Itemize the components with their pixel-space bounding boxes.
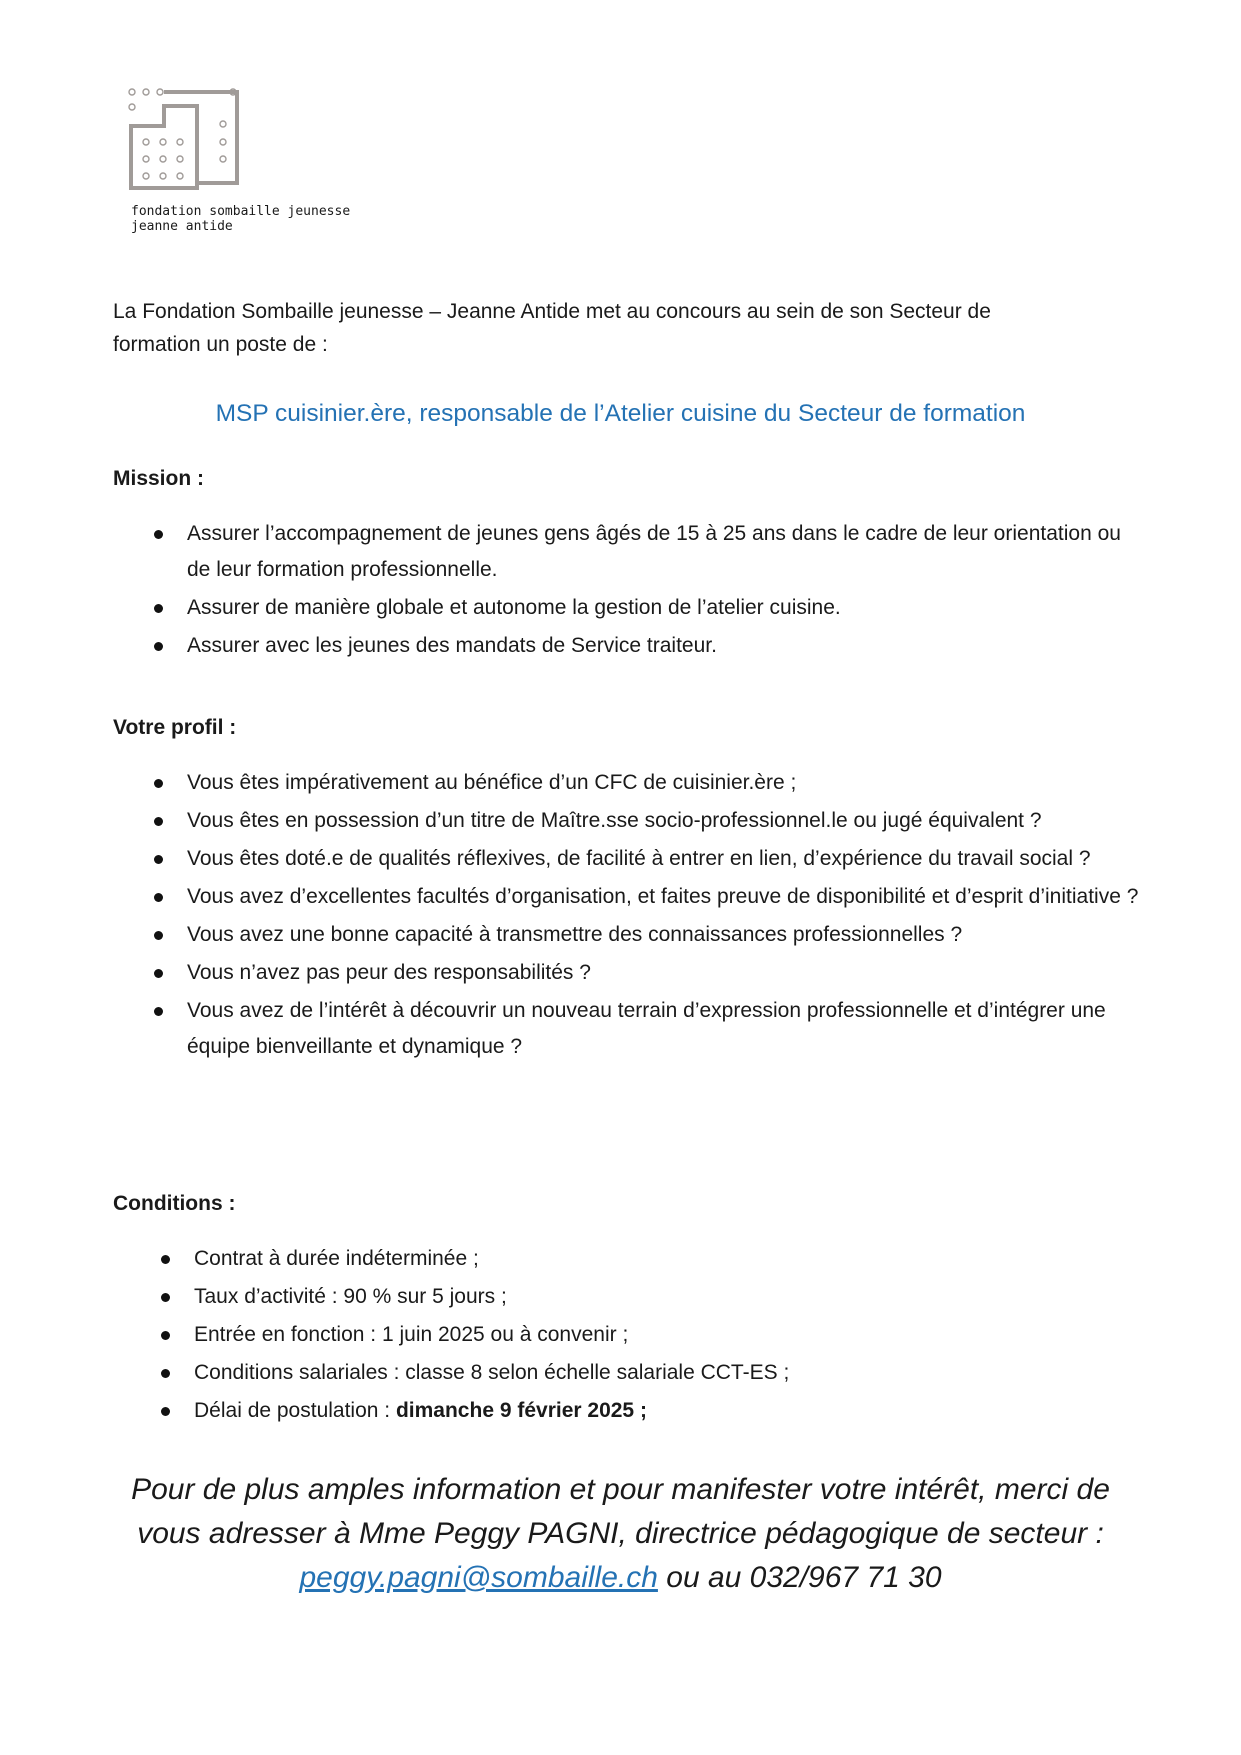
list-item: Assurer de manière globale et autonome la gestion de l’atelier cuisine. (0, 590, 1141, 626)
deadline-value: dimanche 9 février 2025 ; (395, 1399, 647, 1422)
bullet-icon (161, 1255, 170, 1264)
contact-paragraph (0, 1468, 1241, 1600)
bullet-icon (154, 969, 163, 978)
email-link[interactable]: peggy.pagni@sombaille.ch (299, 1561, 658, 1594)
list-item: Vous n’avez pas peur des responsabilités ? (0, 955, 1141, 991)
list-item: Vous êtes impérativement au bénéfice d’un CFC de cuisinier.ère ; (0, 765, 1141, 801)
mission-list (0, 516, 1141, 666)
intro-line-2: formation un poste de : (113, 333, 328, 356)
closing-line-2: vous adresser à Mme Peggy PAGNI, directrice pédagogique de secteur : (137, 1517, 1104, 1550)
list-item: Vous êtes en possession d’un titre de Maître.sse socio-professionnel.le ou jugé équivalent ? (0, 803, 1141, 839)
bullet-icon (161, 1407, 170, 1416)
bullet-icon (154, 855, 163, 864)
bullet-icon (154, 642, 163, 651)
conditions-heading: Conditions : (113, 1192, 236, 1215)
logo-wordmark (131, 204, 350, 234)
bullet-icon (154, 893, 163, 902)
list-item: Vous avez une bonne capacité à transmettre des connaissances professionnelles ? (0, 917, 1141, 953)
list-item: Assurer avec les jeunes des mandats de Service traiteur. (0, 628, 1141, 664)
logo-line-1: fondation sombaille jeunesse (131, 204, 351, 219)
bullet-icon (154, 530, 163, 539)
list-item: Conditions salariales : classe 8 selon échelle salariale CCT-ES ; (0, 1355, 1141, 1391)
list-item: Taux d’activité : 90 % sur 5 jours ; (0, 1279, 1141, 1315)
list-item: Assurer l’accompagnement de jeunes gens âgés de 15 à 25 ans dans le cadre de leur orientation ou de leur formation professionnelle. (0, 516, 1141, 588)
intro-line-1: La Fondation Sombaille jeunesse – Jeanne Antide met au concours au sein de son Secteur de (113, 300, 991, 323)
logo-building-icon (127, 86, 242, 196)
bullet-icon (154, 931, 163, 940)
bullet-icon (161, 1369, 170, 1378)
closing-line-1: Pour de plus amples information et pour manifester votre intérêt, merci de (131, 1473, 1110, 1506)
bullet-icon (161, 1331, 170, 1340)
logo-line-2: jeanne antide (131, 219, 233, 234)
list-item: Entrée en fonction : 1 juin 2025 ou à convenir ; (0, 1317, 1141, 1353)
list-item: Vous êtes doté.e de qualités réflexives, de facilité à entrer en lien, d’expérience du travail social ? (0, 841, 1141, 877)
list-item: Vous avez de l’intérêt à découvrir un nouveau terrain d’expression professionnelle et d’intégrer une équipe bienveillante et dynamique ? (0, 993, 1141, 1065)
list-item: Vous avez d’excellentes facultés d’organisation, et faites preuve de disponibilité et d’esprit d’initiative ? (0, 879, 1141, 915)
bullet-icon (161, 1293, 170, 1302)
foundation-logo (127, 86, 387, 246)
intro-paragraph (113, 295, 1133, 361)
phone-text: ou au 032/967 71 30 (657, 1561, 942, 1594)
profil-list (0, 765, 1141, 1067)
deadline-label: Délai de postulation : (194, 1399, 396, 1422)
list-item: Contrat à durée indéterminée ; (0, 1241, 1141, 1277)
job-title: MSP cuisinier.ère, responsable de l’Atelier cuisine du Secteur de formation (215, 400, 1026, 427)
list-item (0, 1393, 1141, 1429)
conditions-list (0, 1241, 1141, 1431)
bullet-icon (154, 604, 163, 613)
bullet-icon (154, 817, 163, 826)
bullet-icon (154, 779, 163, 788)
profil-heading: Votre profil : (113, 716, 237, 739)
bullet-icon (154, 1007, 163, 1016)
mission-heading: Mission : (113, 467, 205, 490)
